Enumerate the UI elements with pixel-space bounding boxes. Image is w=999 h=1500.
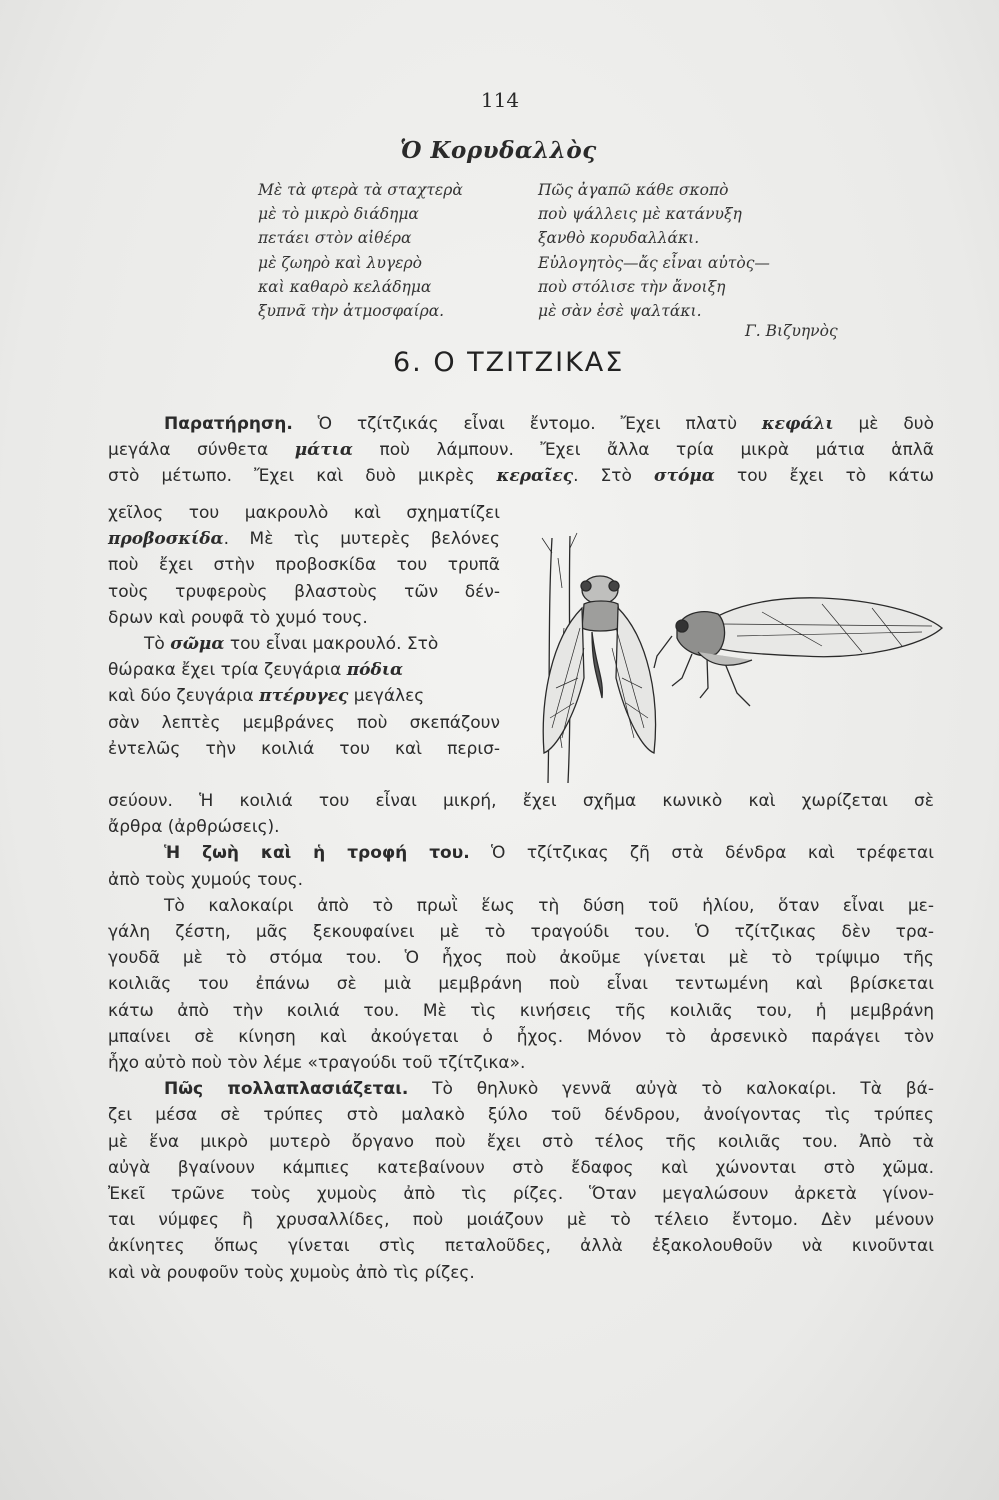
keyword-eyes: μάτια (294, 440, 353, 461)
text-line: τοὺς τρυφεροὺς βλαστοὺς τῶν δέν- (108, 581, 500, 602)
life-heading: Ἡ ζωὴ καὶ ἡ τροφή του. (164, 843, 470, 864)
poem-line: Εὐλογητὸς—ἄς εἶναι αὐτὸς— (538, 253, 770, 272)
text-line: ποὺ ἔχει στὴν προβοσκίδα του τρυπᾶ (108, 555, 500, 576)
text-line: σεύουν. Ἡ κοιλιά του εἶναι μικρή, ἔχει σχῆμα κωνικὸ καὶ χωρίζεται σὲ (108, 791, 934, 811)
text-line: Ἐκεῖ τρῶνε τοὺς χυμοὺς ἀπὸ τὶς ρίζες. Ὅταν μεγαλώσουν ἀρκετὰ γίνον- (108, 1184, 934, 1205)
text-line: προβοσκίδα. Μὲ τὶς μυτερὲς βελόνες (108, 529, 500, 550)
reproduction-heading: Πῶς πολλαπλασιάζεται. (164, 1079, 409, 1100)
text-line: αὐγὰ βγαίνουν κάμπιες κατεβαίνουν στὸ ἔδαφος καὶ χώνονται στὸ χῶμα. (108, 1157, 934, 1178)
keyword-legs: πόδια (346, 660, 404, 681)
keyword-proboscis: προβοσκίδα (108, 529, 224, 550)
text-line: Τὸ καλοκαίρι ἀπὸ τὸ πρωῒ ἕως τὴ δύση τοῦ ἡλίου, ὅταν εἶναι με- (164, 895, 934, 916)
page-number: 114 (480, 88, 520, 112)
body-paragraph-continued (108, 788, 934, 1286)
keyword-antennae: κεραῖες (496, 466, 574, 487)
text-line: ἄρθρα (ἀρθρώσεις). (108, 817, 280, 838)
poem-line: ποὺ στόλισε τὴν ἄνοιξη (538, 277, 726, 296)
poem-line: μὲ τὸ μικρὸ διάδημα (258, 205, 419, 224)
poem-left-column (258, 178, 463, 323)
text-line: μὲ ἕνα μικρὸ μυτερὸ ὄργανο ποὺ ἔχει στὸ τέλος τῆς κοιλιᾶς του. Ἀπὸ τὰ (108, 1131, 934, 1152)
cicada-top-view (543, 576, 655, 753)
text-line: κοιλιᾶς του ἐπάνω σὲ μιὰ μεμβράνη ποὺ εἶναι τεντωμένη καὶ βρίσκεται (108, 974, 934, 995)
keyword-mouth: στόμα (654, 466, 715, 487)
text-line: γουδᾶ μὲ τὸ στόμα του. Ὁ ἦχος ποὺ ἀκοῦμε γίνεται μὲ τὸ τρίψιμο τῆς (108, 948, 934, 969)
poem-right-column (538, 178, 770, 323)
text-line: γάλη ζέστη, μᾶς ξεκουφαίνει μὲ τὸ τραγούδι του. Ὁ τζίτζικας δὲν τρα- (108, 922, 934, 943)
text-line: ται νύμφες ἢ χρυσαλλίδες, ποὺ μοιάζουν μὲ τὸ τέλειο ἔντομο. Δὲν μένουν (108, 1210, 934, 1231)
text-line: κάτω ἀπὸ τὴν κοιλιά του. Μὲ τὶς κινήσεις τῆς κοιλιᾶς του, ἡ μεμβράνη (108, 1000, 934, 1021)
text-line: θώρακα ἔχει τρία ζευγάρια πόδια (108, 660, 404, 681)
text-line: Ἡ ζωὴ καὶ ἡ τροφή του. Ὁ τζίτζικας ζῆ στὰ δένδρα καὶ τρέφεται (164, 843, 934, 864)
poem-line: ποὺ ψάλλεις μὲ κατάνυξη (538, 205, 742, 224)
text-line: σὰν λεπτὲς μεμβράνες ποὺ σκεπάζουν (108, 712, 500, 733)
text-line: ἦχο αὐτὸ ποὺ τὸν λέμε «τραγούδι τοῦ τζίτζικα». (108, 1053, 526, 1074)
keyword-head: κεφάλι (761, 414, 834, 434)
poem-line: καὶ καθαρὸ κελάδημα (258, 277, 432, 296)
narrow-column (108, 500, 500, 762)
text-line: Τὸ σῶμα του εἶναι μακρουλό. Στὸ (144, 634, 439, 655)
keyword-wings: πτέρυγες (259, 686, 349, 707)
cicada-illustration (522, 528, 962, 790)
poem-line: Πῶς ἀγαπῶ κάθε σκοπὸ (538, 181, 729, 199)
poem-line: μὲ ζωηρὸ καὶ λυγερὸ (258, 253, 422, 272)
poem-line: πετάει στὸν αἰθέρα (258, 229, 412, 248)
observation-heading: Παρατήρηση. (164, 414, 293, 434)
poem-line: ξανθὸ κορυδαλλάκι. (538, 229, 700, 248)
keyword-body: σῶμα (170, 634, 225, 655)
text-line: Παρατήρηση. Ὁ τζίτζικάς εἶναι ἔντομο. Ἔχει πλατὺ κεφάλι μὲ δυὸ (164, 414, 934, 434)
poem-line: Μὲ τὰ φτερὰ τὰ σταχτερὰ (258, 181, 463, 199)
text-line: ἀκίνητες ὅπως γίνεται στὶς πεταλοῦδες, ἀλλὰ ἐξακολουθοῦν νὰ κινοῦνται (108, 1236, 934, 1257)
text-line: ἐντελῶς τὴν κοιλιά του καὶ περισ- (108, 738, 500, 759)
text-line: ζει μέσα σὲ τρύπες στὸ μαλακὸ ξύλο τοῦ δένδρου, ἀνοίγοντας τὶς τρύπες (108, 1105, 934, 1126)
text-line: δρων καὶ ρουφᾶ τὸ χυμό τους. (108, 607, 368, 628)
text-line: μεγάλα σύνθετα μάτια ποὺ λάμπουν. Ἔχει ἄλλα τρία μικρὰ μάτια ἁπλᾶ (108, 440, 934, 461)
text-line: Πῶς πολλαπλασιάζεται. Τὸ θηλυκὸ γεννᾶ αὐγὰ τὸ καλοκαίρι. Τὰ βά- (164, 1079, 934, 1100)
text-line: καὶ νὰ ρουφοῦν τοὺς χυμοὺς ἀπὸ τὶς ρίζες. (108, 1262, 475, 1283)
text-line: στὸ μέτωπο. Ἔχει καὶ δυὸ μικρὲς κεραῖες. Στὸ στόμα του ἔχει τὸ κάτω (108, 466, 934, 487)
poem-line: ξυπνᾶ τὴν ἀτμοσφαίρα. (258, 302, 445, 321)
poem-author: Γ. Βιζυηνὸς (745, 322, 838, 340)
text-line: καὶ δύο ζευγάρια πτέρυγες μεγάλες (108, 686, 425, 707)
text-line: μπαίνει σὲ κίνηση καὶ ἀκούγεται ὁ ἦχος. Μόνον τὸ ἀρσενικὸ παράγει τὸν (108, 1026, 934, 1047)
text-line: ἀπὸ τοὺς χυμούς τους. (108, 869, 304, 890)
poem-title: Ὁ Κορυδαλλὸς (400, 137, 597, 164)
poem-line: μὲ σὰν ἐσὲ ψαλτάκι. (538, 302, 702, 321)
text-line: χεῖλος του μακρουλὸ καὶ σχηματίζει (108, 503, 500, 523)
section-title: 6. Ο ΤΖΙΤΖΙΚΑΣ (393, 347, 625, 378)
cicada-side-view (654, 598, 942, 706)
observation-paragraph-full (108, 411, 934, 490)
